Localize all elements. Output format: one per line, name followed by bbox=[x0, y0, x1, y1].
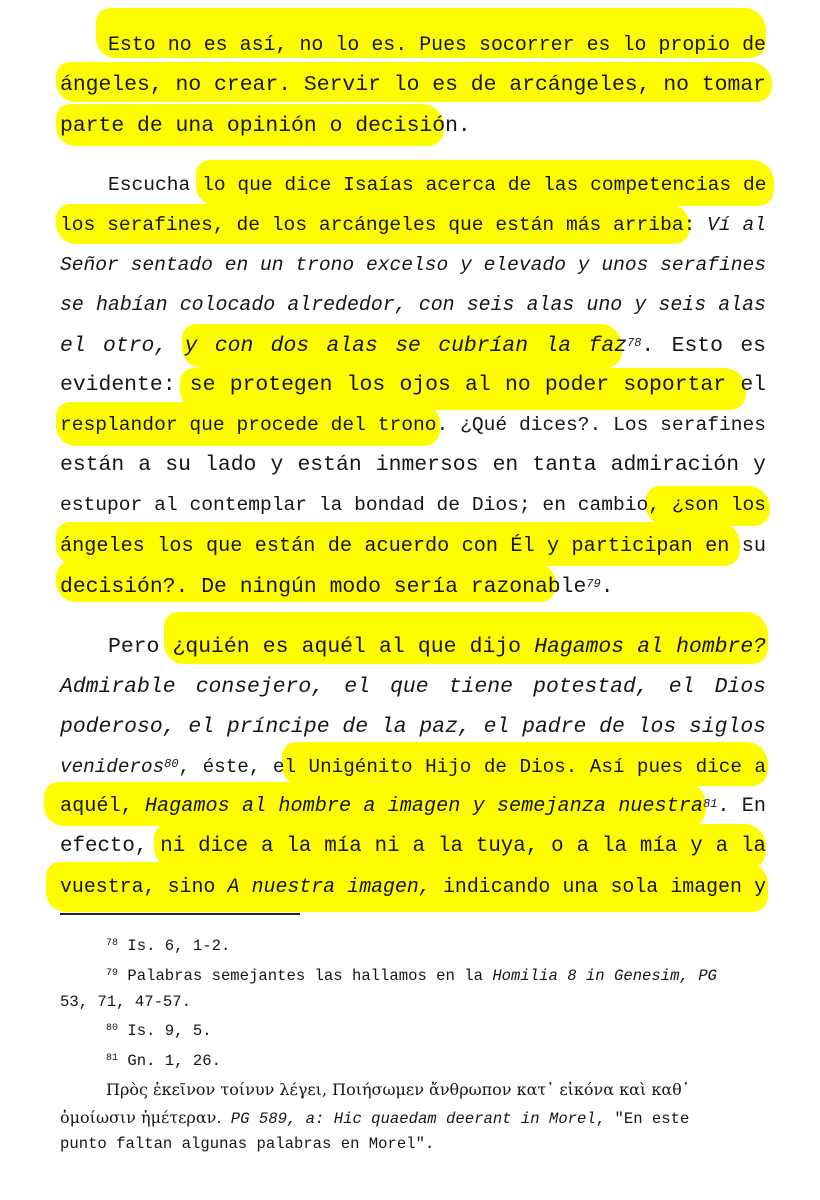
italic-run: Hagamos al hombre a imagen y semejanza nuestra bbox=[144, 795, 703, 818]
paragraph-line: evidente: se protegen los ojos al no poder soportar el bbox=[60, 373, 766, 397]
paragraph-line: efecto, ni dice a la mía ni a la tuya, o a la mía y a la bbox=[60, 835, 766, 858]
footnote-81 bbox=[106, 1051, 221, 1071]
italic-run: Ví al bbox=[707, 214, 766, 236]
paragraph-line bbox=[60, 793, 766, 821]
paragraph-line: resplandor que procede del trono. ¿Qué dices?. Los serafines bbox=[60, 414, 766, 436]
paragraph-line: ángeles los que están de acuerdo con Él y participan en su bbox=[60, 535, 766, 558]
footnote-ref[interactable]: 81 bbox=[703, 797, 718, 811]
footnote-number: 78 bbox=[106, 938, 119, 949]
text-run: indicando una sola imagen y bbox=[430, 875, 767, 898]
paragraph-line bbox=[60, 251, 766, 279]
paragraph-line bbox=[60, 573, 766, 601]
footnote-80 bbox=[106, 1021, 212, 1041]
footnote-text: , "En este bbox=[595, 1110, 690, 1128]
paragraph-line: están a su lado y están inmersos en tanta admiración y bbox=[60, 453, 766, 477]
footnote-text: Gn. 1, 26. bbox=[118, 1052, 221, 1070]
paragraph-line bbox=[60, 713, 766, 741]
footnote-78 bbox=[106, 936, 230, 956]
text-run: Pero ¿quién es aquél al que dijo bbox=[108, 635, 535, 659]
text-run: decisión?. De ningún modo sería razonable bbox=[60, 575, 587, 599]
footnote-text: Palabras semejantes las hallamos en la bbox=[118, 967, 493, 985]
italic-run: Admirable consejero, el que tiene potestad, el Dios bbox=[60, 675, 766, 699]
greek-text: ὁμοίωσιν ἡμέτεραν. bbox=[60, 1108, 222, 1127]
footnote-italic: , PG bbox=[679, 967, 717, 985]
text-run: aquél, bbox=[60, 795, 145, 818]
footnote-ref[interactable]: 78 bbox=[627, 336, 642, 350]
footnote-text: Is. 9, 5. bbox=[118, 1022, 212, 1040]
text-run: los serafines, de los arcángeles que están más arriba: bbox=[60, 214, 708, 236]
footnote-81-cont bbox=[60, 1108, 689, 1128]
italic-run: se habían colocado alrededor, con seis alas uno y seis alas bbox=[60, 293, 766, 316]
italic-run: poderoso, el príncipe de la paz, el padre de los siglos bbox=[60, 715, 767, 739]
italic-run: el otro, y con dos alas se cubrían la faz bbox=[60, 334, 628, 358]
paragraph-line bbox=[108, 633, 766, 661]
text-run: , éste, el Unigénito Hijo de Dios. Así pues dice a bbox=[178, 756, 766, 778]
footnote-81-greek bbox=[106, 1080, 690, 1100]
footnote-number: 81 bbox=[106, 1053, 119, 1064]
footnote-text: Is. 6, 1-2. bbox=[118, 937, 231, 955]
greek-text: Πρὸς ἐκεῖνον τοίνυν λέγει, Ποιήσωμεν ἄνθρωπον κατ᾿ εἰκόνα καὶ καθ᾿ bbox=[106, 1080, 690, 1099]
paragraph-line bbox=[60, 332, 766, 360]
text-run: vuestra, sino bbox=[60, 875, 228, 898]
footnote-number: 79 bbox=[106, 968, 119, 979]
italic-run: venideros bbox=[60, 756, 165, 778]
footnote-italic: Homilia 8 in Genesim bbox=[492, 967, 680, 985]
paragraph-line: parte de una opinión o decisión. bbox=[60, 114, 471, 138]
footnote-ref[interactable]: 79 bbox=[586, 577, 601, 591]
paragraph-line bbox=[60, 753, 766, 781]
paragraph-line: Escucha lo que dice Isaías acerca de las competencias de bbox=[108, 174, 767, 196]
footnote-ref[interactable]: 80 bbox=[164, 757, 179, 771]
paragraph-line bbox=[60, 673, 766, 701]
paragraph-line bbox=[60, 873, 766, 901]
text-run: . Esto es bbox=[641, 334, 766, 358]
italic-run: Hagamos al hombre? bbox=[534, 635, 766, 659]
italic-run: Señor sentado en un trono excelso y elevado y unos serafines bbox=[60, 254, 766, 276]
footnote-number: 80 bbox=[106, 1023, 119, 1034]
footnote-italic: PG 589, a: bbox=[221, 1110, 334, 1128]
footnote-81-cont: punto faltan algunas palabras en Morel". bbox=[60, 1135, 435, 1153]
italic-run: A nuestra imagen, bbox=[227, 875, 431, 898]
paragraph-line: ángeles, no crear. Servir lo es de arcángeles, no tomar bbox=[60, 73, 767, 97]
footnote-separator bbox=[60, 913, 300, 915]
text-run: . En bbox=[717, 795, 766, 818]
paragraph-line: estupor al contemplar la bondad de Dios; en cambio, ¿son los bbox=[60, 494, 766, 516]
paragraph-line bbox=[60, 211, 766, 239]
paragraph-line: Esto no es así, no lo es. Pues socorrer es lo propio de bbox=[108, 33, 766, 56]
paragraph-line bbox=[60, 291, 766, 319]
text-run: . bbox=[600, 575, 614, 599]
footnote-italic: Hic quaedam deerant in Morel bbox=[333, 1110, 596, 1128]
footnote-79 bbox=[106, 966, 717, 986]
footnote-79-cont: 53, 71, 47-57. bbox=[60, 993, 192, 1011]
